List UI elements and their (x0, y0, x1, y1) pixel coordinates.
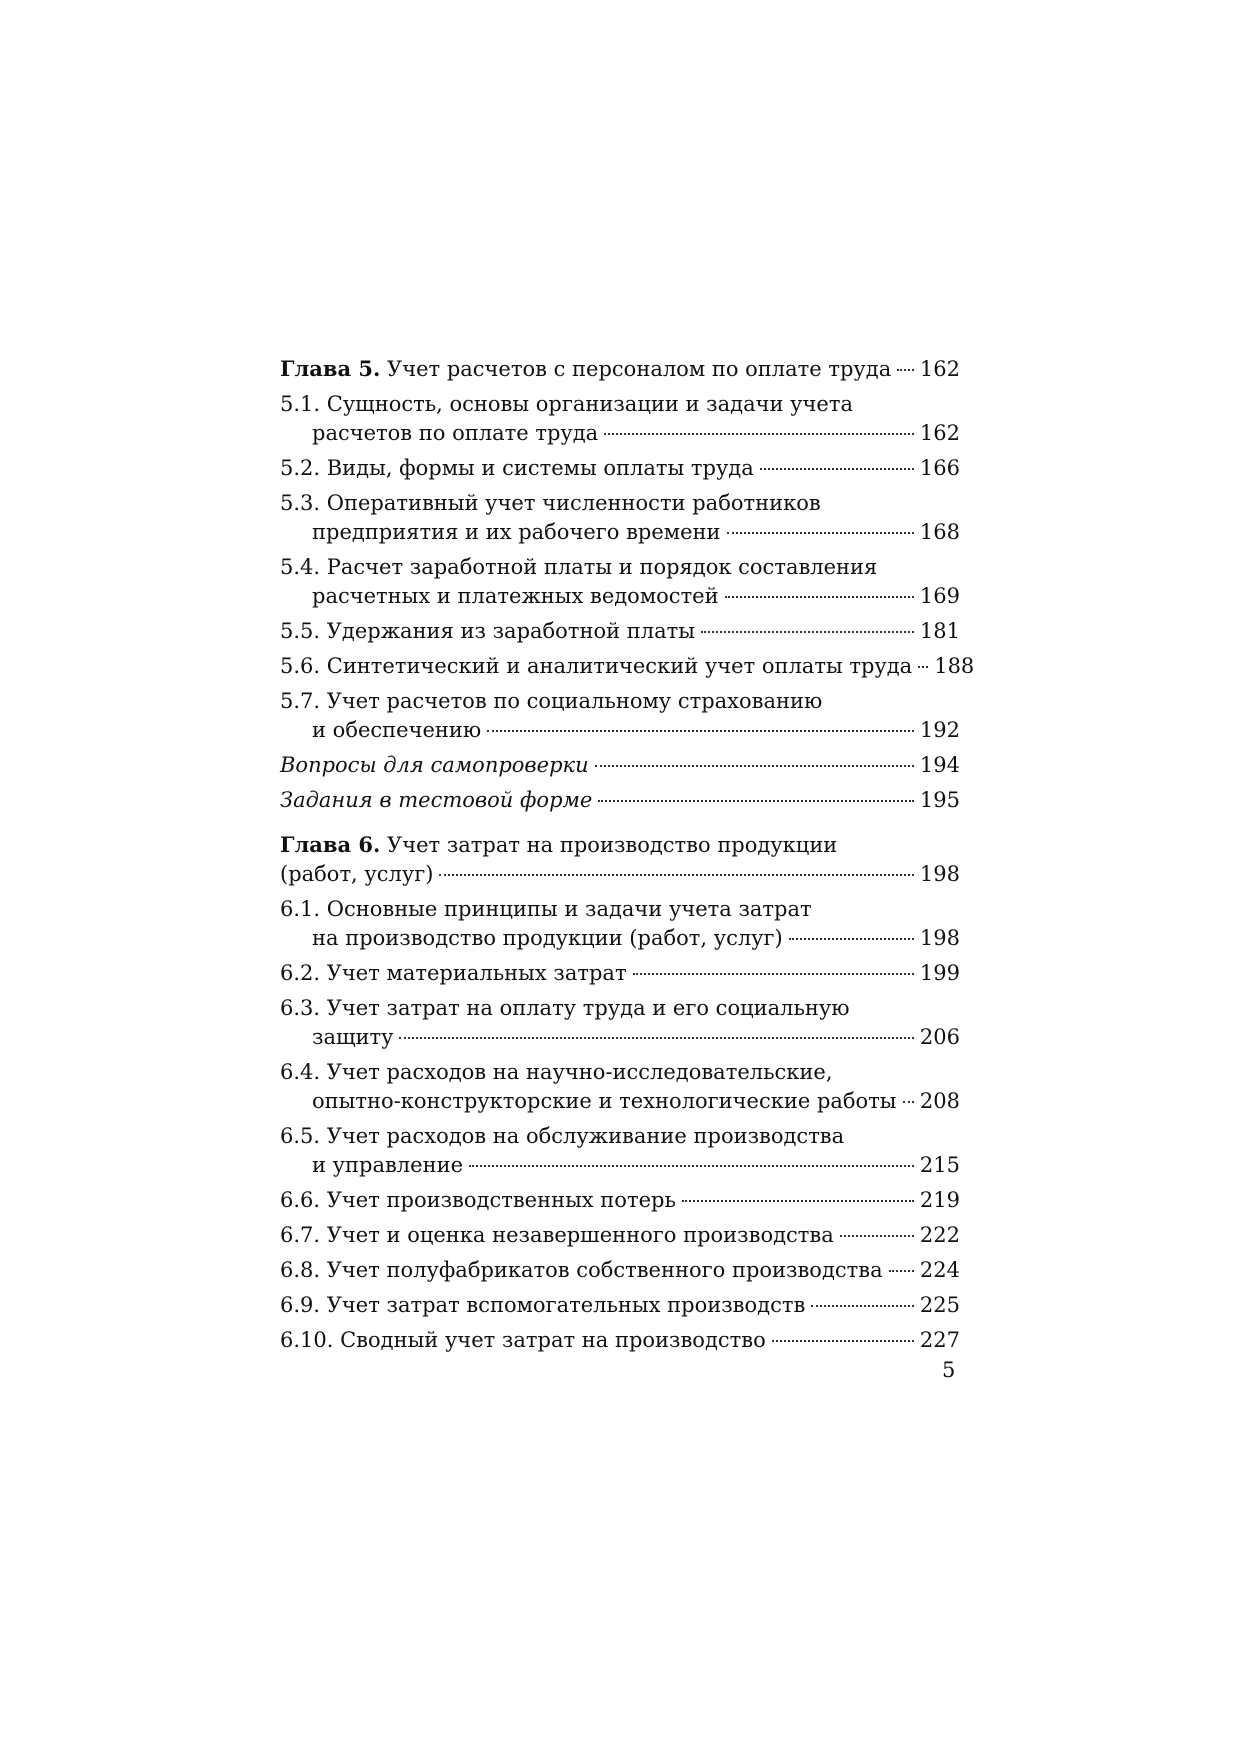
page-number: 198 (919, 926, 960, 950)
toc-entry (280, 1256, 960, 1285)
toc-entry (280, 1326, 960, 1355)
entry-title: 5.4. Расчет заработной платы и порядок составления (280, 555, 878, 579)
toc-entry (280, 1186, 960, 1215)
page-number: 194 (919, 753, 960, 777)
dot-leader (725, 596, 914, 598)
page-number: 222 (919, 1223, 960, 1247)
entry-title-continued: опытно-конструкторские и технологические работы (312, 1089, 897, 1113)
chapter-heading (280, 354, 960, 384)
entry-title: 6.1. Основные принципы и задачи учета затрат (280, 897, 812, 921)
toc-entry (280, 895, 960, 953)
chapter-label: Глава 5. (280, 356, 381, 381)
entry-title: 5.6. Синтетический и аналитический учет оплаты труда (280, 654, 913, 678)
entry-title: Задания в тестовой форме (280, 788, 593, 812)
chapter-6 (280, 830, 960, 1355)
entry-title: 6.8. Учет полуфабрикатов собственного производства (280, 1258, 883, 1282)
entry-title: 5.2. Виды, формы и системы оплаты труда (280, 456, 754, 480)
page-number: 227 (919, 1328, 960, 1352)
entry-title: 6.5. Учет расходов на обслуживание производства (280, 1124, 845, 1148)
dot-leader (469, 1165, 914, 1167)
page-number: 199 (919, 961, 960, 985)
entry-title: 5.3. Оперативный учет численности работников (280, 491, 821, 515)
page-number: 188 (934, 654, 975, 678)
page-number: 195 (919, 788, 960, 812)
dot-leader (598, 800, 914, 802)
dot-leader (889, 1270, 914, 1272)
dot-leader (760, 468, 914, 470)
dot-leader (604, 433, 914, 435)
dot-leader (811, 1305, 914, 1307)
page-number: 162 (919, 357, 960, 381)
page-number: 198 (919, 862, 960, 886)
chapter-heading-text (280, 830, 837, 860)
entry-title-continued: защиту (312, 1025, 394, 1049)
entry-title: 5.5. Удержания из заработной платы (280, 619, 695, 643)
page-number: 208 (919, 1089, 960, 1113)
entry-title: 6.3. Учет затрат на оплату труда и его социальную (280, 996, 850, 1020)
page-number: 224 (919, 1258, 960, 1282)
dot-leader (918, 666, 928, 668)
folio-page-number: 5 (942, 1358, 956, 1382)
dot-leader (595, 765, 914, 767)
entry-title: 6.4. Учет расходов на научно-исследовательские, (280, 1060, 833, 1084)
toc-entry (280, 1058, 960, 1116)
table-of-contents (280, 354, 975, 1361)
toc-entry (280, 994, 960, 1052)
toc-entry (280, 959, 960, 988)
toc-entry-review-questions (280, 751, 960, 780)
page-number: 219 (919, 1188, 960, 1212)
dot-leader (897, 369, 914, 371)
toc-entry (280, 489, 960, 547)
entry-title-continued: и управление (312, 1153, 463, 1177)
dot-leader (840, 1235, 914, 1237)
entry-title: 6.2. Учет материальных затрат (280, 961, 627, 985)
entry-title: 6.7. Учет и оценка незавершенного производства (280, 1223, 834, 1247)
page-number: 206 (919, 1025, 960, 1049)
entry-title: 6.6. Учет производственных потерь (280, 1188, 676, 1212)
entry-title-continued: расчетов по оплате труда (312, 421, 599, 445)
dot-leader (701, 631, 914, 633)
chapter-heading-text (280, 354, 891, 384)
entry-title: 5.1. Сущность, основы организации и задачи учета (280, 392, 853, 416)
entry-title: 5.7. Учет расчетов по социальному страхованию (280, 689, 823, 713)
toc-entry (280, 687, 960, 745)
toc-entry (280, 1122, 960, 1180)
page-number: 162 (919, 421, 960, 445)
entry-title: 6.9. Учет затрат вспомогательных производств (280, 1293, 806, 1317)
toc-entry (280, 1291, 960, 1320)
toc-entry-test-tasks (280, 786, 960, 815)
toc-entry (280, 454, 960, 483)
toc-entry (280, 553, 960, 611)
toc-entry (280, 617, 960, 646)
dot-leader (633, 973, 914, 975)
chapter-title: Учет затрат на производство продукции (387, 833, 838, 857)
entry-title-continued: предприятия и их рабочего времени (312, 520, 721, 544)
page-number: 166 (919, 456, 960, 480)
chapter-title-continued: (работ, услуг) (280, 862, 434, 886)
entry-title-continued: расчетных и платежных ведомостей (312, 584, 719, 608)
entry-title: 6.10. Сводный учет затрат на производство (280, 1328, 766, 1352)
dot-leader (682, 1200, 914, 1202)
dot-leader (487, 730, 914, 732)
entry-title: Вопросы для самопроверки (280, 753, 589, 777)
page-number: 168 (919, 520, 960, 544)
dot-leader (772, 1340, 914, 1342)
entry-title-continued: на производство продукции (работ, услуг) (312, 926, 783, 950)
entry-title-continued: и обеспечению (312, 718, 482, 742)
chapter-heading (280, 830, 960, 889)
page-number: 169 (919, 584, 960, 608)
toc-entry (280, 1221, 960, 1250)
chapter-label: Глава 6. (280, 832, 381, 857)
dot-leader (399, 1037, 913, 1039)
page-number: 181 (919, 619, 960, 643)
dot-leader (903, 1101, 914, 1103)
dot-leader (727, 532, 914, 534)
toc-entry (280, 390, 960, 448)
chapter-title: Учет расчетов с персоналом по оплате труда (387, 357, 892, 381)
dot-leader (789, 938, 914, 940)
page-number: 225 (919, 1293, 960, 1317)
page-number: 215 (919, 1153, 960, 1177)
chapter-5 (280, 354, 975, 815)
page-number: 192 (919, 718, 960, 742)
dot-leader (439, 874, 913, 876)
toc-entry (280, 652, 975, 681)
